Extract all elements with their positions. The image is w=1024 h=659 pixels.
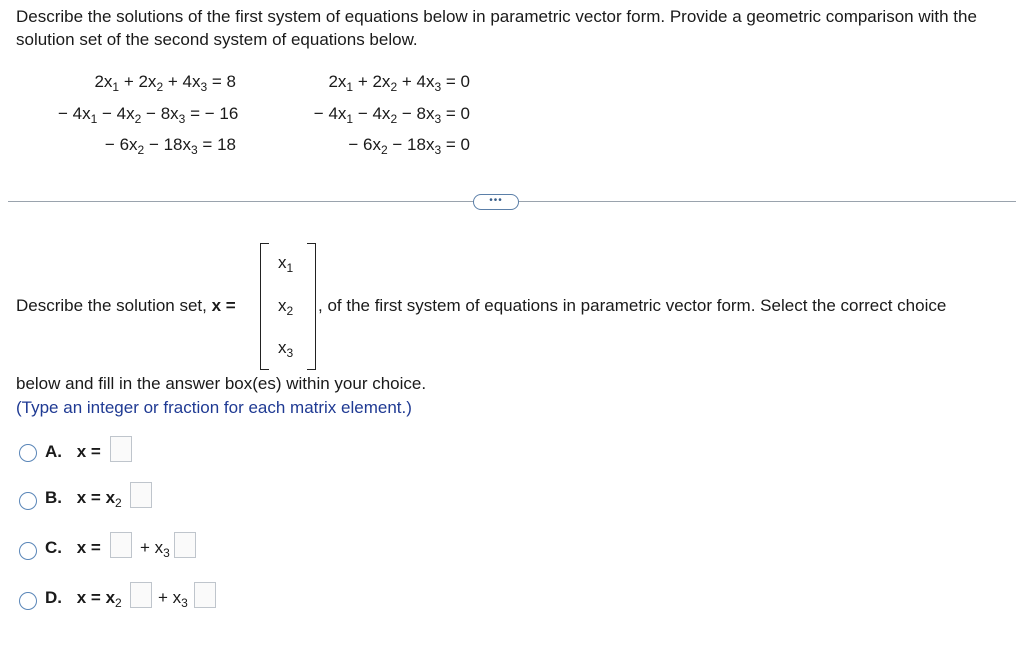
system1-eq2: − $4x_1 - 4x_2 - 8x_3$ = − 16 [58,104,239,126]
matrix-entry-x2: $x_2$ [278,296,294,318]
choice-d[interactable]: D. $x = x_2$ [45,588,122,610]
matrix-right-bracket [307,243,316,370]
system1-eq3: − $6x_2 - 18x_3 = 18$ [104,135,236,157]
choice-c-letter: C. [45,538,62,557]
question-text-start: Describe the solution set, x = [16,296,236,315]
choice-d-plus-x3: + $x_3$ [158,588,188,610]
choice-a-answer-box[interactable] [110,436,132,462]
system2-eq2: − $4x_1 - 4x_2 - 8x_3 = 0$ [313,104,470,126]
choice-d-letter: D. [45,588,62,607]
choice-d-radio[interactable] [19,592,37,610]
choice-d-answer-box-1[interactable] [130,582,152,608]
problem-prompt: Describe the solutions of the first system of equations below in parametric vector form. Provide a geometric comparison with the solution set of the second system of equations below. [16,7,977,49]
choice-a[interactable]: A. x = [45,442,101,461]
choice-b-letter: B. [45,488,62,507]
vector-x-label: x = [211,296,236,315]
choice-a-radio[interactable] [19,444,37,462]
choice-c-plus-x3: + $x_3$ [140,538,170,560]
choice-c-answer-box-2[interactable] [174,532,196,558]
system1-eq1: $2x_1 + 2x_2 + 4x_3 = 8$ [94,72,236,94]
system2-eq1: $2x_1 + 2x_2 + 4x_3 = 0$ [328,72,470,94]
question-text-end: , of the first system of equations in parametric vector form. Select the correct choice [318,296,947,315]
choice-a-letter: A. [45,442,62,461]
matrix-left-bracket [260,243,269,370]
choice-c[interactable]: C. x = [45,538,101,557]
choice-c-radio[interactable] [19,542,37,560]
system2-eq3: − $6x_2 - 18x_3 = 0$ [348,135,470,157]
matrix-entry-x1: $x_1$ [278,253,294,275]
choice-b-answer-box[interactable] [130,482,152,508]
choice-b[interactable]: B. $x = x_2$ [45,488,122,510]
input-hint: (Type an integer or fraction for each matrix element.) [16,398,412,417]
matrix-entry-x3: $x_3$ [278,338,294,360]
question-text-line2: below and fill in the answer box(es) within your choice. [16,374,427,393]
choice-d-answer-box-2[interactable] [194,582,216,608]
choice-b-radio[interactable] [19,492,37,510]
choice-c-answer-box-1[interactable] [110,532,132,558]
expand-more-button[interactable]: ••• [473,194,519,210]
